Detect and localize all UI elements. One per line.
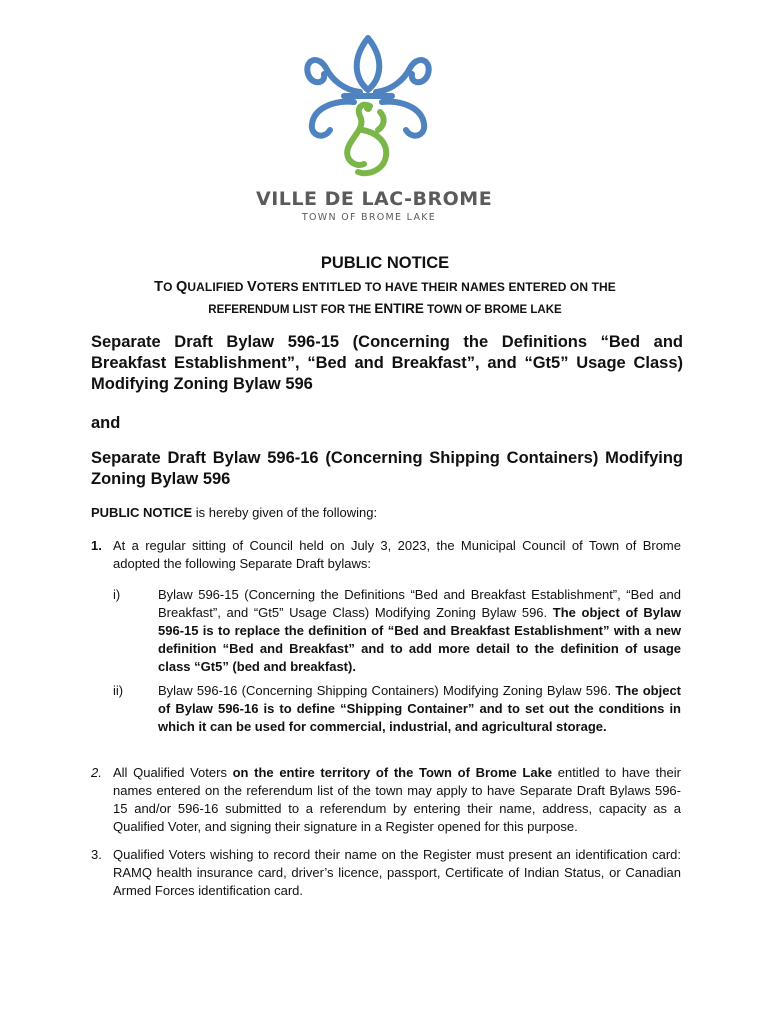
logo-town-subtitle: TOWN OF BROME LAKE: [301, 212, 437, 223]
item-1-number: 1.: [91, 538, 102, 553]
and-heading: and: [91, 414, 121, 432]
item-2-text: All Qualified Voters on the entire territory of the Town of Brome Lake entitled to have their names entered on the referendum list of the town may apply to have Separate Draft Bylaws 596-15 and/or 596-16 submitted to a referendum by entering their name, address, capacity as a Qualified Voter, and signing their signature in a Register opened for this purpose.: [113, 765, 681, 834]
item-2-number: 2.: [91, 765, 102, 780]
item-3-text: Qualified Voters wishing to record their name on the Register must present an identification card: RAMQ health insurance card, driver’s licence, passport, Certificate of Indian Status, or Canadian Armed Forces identification card.: [113, 847, 681, 898]
fleur-de-lis-icon: [300, 32, 436, 184]
subitem-ii-text: Bylaw 596-16 (Concerning Shipping Containers) Modifying Zoning Bylaw 596. The object of Bylaw 596-16 is to define “Shipping Container” and to set out the conditions in which it can be used for commercial, industrial, and agricultural storage.: [158, 683, 682, 734]
item-1-text: At a regular sitting of Council held on July 3, 2023, the Municipal Council of Town of Brome adopted the following Separate Draft bylaws:: [113, 538, 681, 571]
subitem-i-number: i): [113, 587, 121, 602]
town-logo: [248, 32, 493, 228]
subitem-i-text: Bylaw 596-15 (Concerning the Definitions “Bed and Breakfast Establishment”, “Bed and Breakfast”, and “Gt5” Usage Class) Modifying Zoning Bylaw 596. The object of Bylaw 596-15 is to replace the definition of “Bed and Breakfast Establishment” with a new definition “Bed and Breakfast” and to add more detail to the definition of usage class “Gt5” (bed and breakfast).: [158, 587, 681, 674]
logo-town-name: VILLE DE LAC-BROME: [256, 188, 493, 210]
notice-subtitle-line2: REFERENDUM LIST FOR THE ENTIRE TOWN OF BROME LAKE: [208, 301, 562, 316]
subitem-ii-number: ii): [113, 683, 124, 698]
notice-subtitle-line1: TO QUALIFIED VOTERS ENTITLED TO HAVE THEIR NAMES ENTERED ON THE: [154, 279, 616, 295]
bylaw-596-15-heading: Separate Draft Bylaw 596-15 (Concerning the Definitions “Bed and Breakfast Establishment”, “Bed and Breakfast”, and “Gt5” Usage Class) Modifying Zoning Bylaw 596: [91, 333, 683, 393]
notice-title: PUBLIC NOTICE: [320, 254, 450, 272]
intro-paragraph: PUBLIC NOTICE is hereby given of the following:: [91, 505, 378, 520]
item-3-number: 3.: [91, 847, 102, 862]
bylaw-596-16-heading: Separate Draft Bylaw 596-16 (Concerning Shipping Containers) Modifying Zoning Bylaw 596: [91, 449, 683, 488]
